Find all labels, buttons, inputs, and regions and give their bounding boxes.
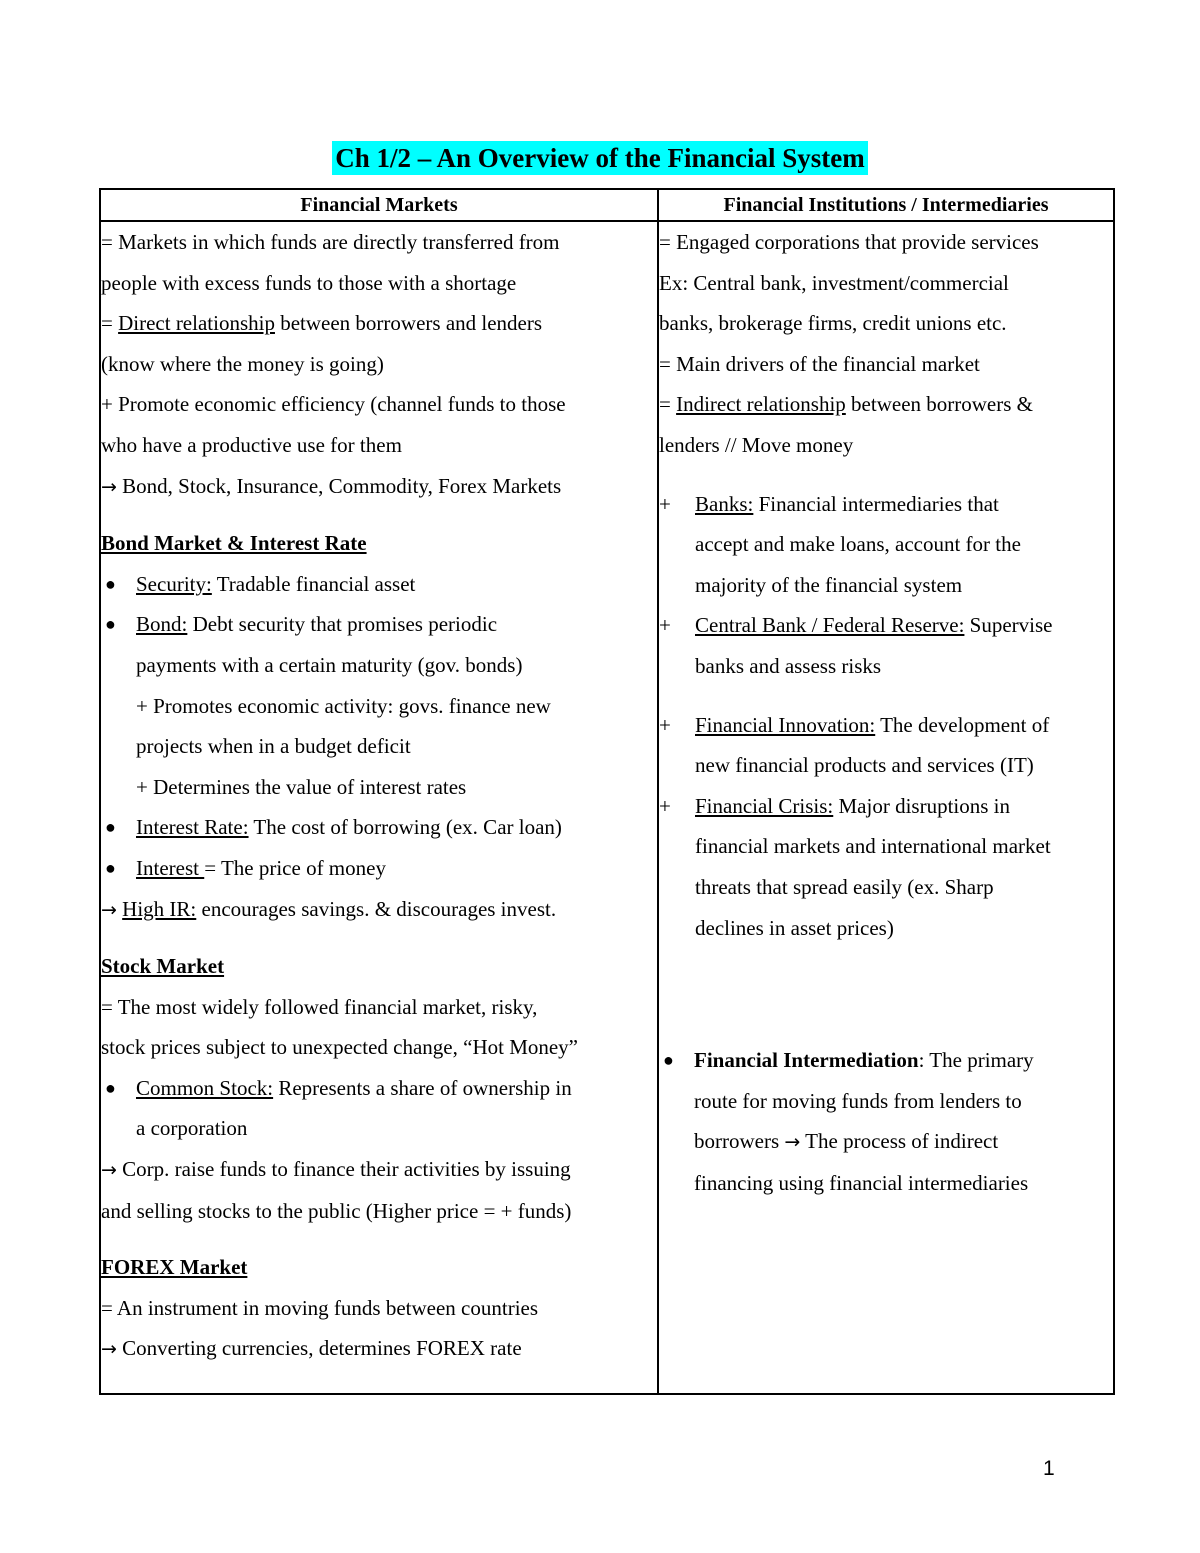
indirect-relationship-line: = Indirect relationship between borrowers & [659,392,1033,417]
financial-crisis-line-3: threats that spread easily (ex. Sharp [695,874,994,899]
financial-intermediation-line-4: financing using financial intermediaries [694,1170,1029,1195]
direct-relationship-line: = Direct relationship between borrowers and lenders [101,311,543,336]
banks-line-2: accept and make loans, account for the [695,532,1021,557]
stock-line-2: stock prices subject to unexpected change, “Hot Money” [101,1035,579,1060]
direct-relationship-term: Direct relationship [118,311,275,336]
plus-icon: + [659,491,671,516]
plus-icon: + [659,613,671,638]
right-line-6: lenders // Move money [659,432,854,457]
central-bank-item: + Central Bank / Federal Reserve: Supervise [659,605,1113,646]
financial-intermediation-line-3: borrowers → The process of indirect [694,1129,999,1154]
right-line-2: Ex: Central bank, investment/commercial [659,270,1009,295]
financial-innovation-line-2: new financial products and services (IT) [695,753,1034,778]
central-bank-line-2: banks and assess risks [695,653,882,678]
arrow-icon: → [101,475,117,498]
bond-market-heading: Bond Market & Interest Rate [101,531,367,556]
intro-line-2: people with excess funds to those with a shortage [101,270,517,295]
bullet-icon: ● [105,1077,116,1098]
left-column [100,221,658,1394]
arrow-icon: → [101,1159,117,1182]
security-bullet: ● Security: Tradable financial asset [101,564,657,605]
content-row [100,221,1114,1394]
bond-def-line-2: payments with a certain maturity (gov. bonds) [136,652,523,677]
title-wrap [0,141,1200,175]
right-line-3: banks, brokerage firms, credit unions etc. [659,311,1007,336]
header-row [100,189,1114,221]
bond-def-line-5: + Determines the value of interest rates [136,774,467,799]
financial-crisis-item: + Financial Crisis: Major disruptions in [659,786,1113,827]
forex-line-1: = An instrument in moving funds between countries [101,1295,539,1320]
interest-bullet: ● Interest = The price of money [101,848,657,889]
page-title: Ch 1/2 – An Overview of the Financial System [332,141,867,175]
indirect-relationship-term: Indirect relationship [676,392,846,417]
high-ir-line: → High IR: encourages savings. & discourages invest. [101,896,557,921]
bullet-icon: ● [105,817,116,838]
plus-icon: + [659,712,671,737]
bullet-icon: ● [105,573,116,594]
bond-bullet: ● Bond: Debt security that promises periodic [101,604,657,645]
header-financial-institutions: Financial Institutions / Intermediaries [658,189,1114,221]
banks-item: + Banks: Financial intermediaries that [659,484,1113,525]
right-column [658,221,1114,1394]
bullet-icon: ● [105,614,116,635]
forex-line-2: → Converting currencies, determines FOREX rate [101,1336,522,1361]
arrow-icon: → [784,1131,801,1154]
promote-line-2: who have a productive use for them [101,432,402,457]
plus-icon: + [659,793,671,818]
corp-line-1: → Corp. raise funds to finance their activities by issuing [101,1157,571,1182]
financial-innovation-item: + Financial Innovation: The development of [659,705,1113,746]
arrow-icon: → [101,898,117,921]
financial-intermediation-bullet: ● Financial Intermediation: The primary [659,1040,1113,1081]
financial-intermediation-line-2: route for moving funds from lenders to [694,1088,1022,1113]
common-stock-line-2: a corporation [136,1116,248,1141]
overview-table [99,188,1115,1395]
stock-line-1: = The most widely followed financial market, risky, [101,994,538,1019]
know-line: (know where the money is going) [101,351,384,376]
financial-crisis-line-4: declines in asset prices) [695,915,894,940]
bullet-icon: ● [105,857,116,878]
arrow-icon: → [101,1338,117,1361]
right-line-1: = Engaged corporations that provide services [659,230,1039,254]
bullet-icon: ● [663,1050,674,1071]
financial-crisis-line-2: financial markets and international market [695,834,1051,859]
header-financial-markets: Financial Markets [100,189,658,221]
right-line-4: = Main drivers of the financial market [659,351,980,376]
stock-market-heading: Stock Market [101,954,225,979]
bond-def-line-3: + Promotes economic activity: govs. finance new [136,693,551,718]
interest-rate-bullet: ● Interest Rate: The cost of borrowing (ex. Car loan) [101,807,657,848]
bond-def-line-4: projects when in a budget deficit [136,734,411,759]
banks-line-3: majority of the financial system [695,572,963,597]
forex-market-heading: FOREX Market [101,1255,248,1280]
corp-line-2: and selling stocks to the public (Higher price = + funds) [101,1198,572,1223]
intro-line-1: = Markets in which funds are directly transferred from [101,230,560,254]
markets-list-line: → Bond, Stock, Insurance, Commodity, Forex Markets [101,473,562,498]
promote-line-1: + Promote economic efficiency (channel funds to those [101,392,566,417]
page-number: 1 [1043,1457,1055,1480]
common-stock-bullet: ● Common Stock: Represents a share of ownership in [101,1068,657,1109]
